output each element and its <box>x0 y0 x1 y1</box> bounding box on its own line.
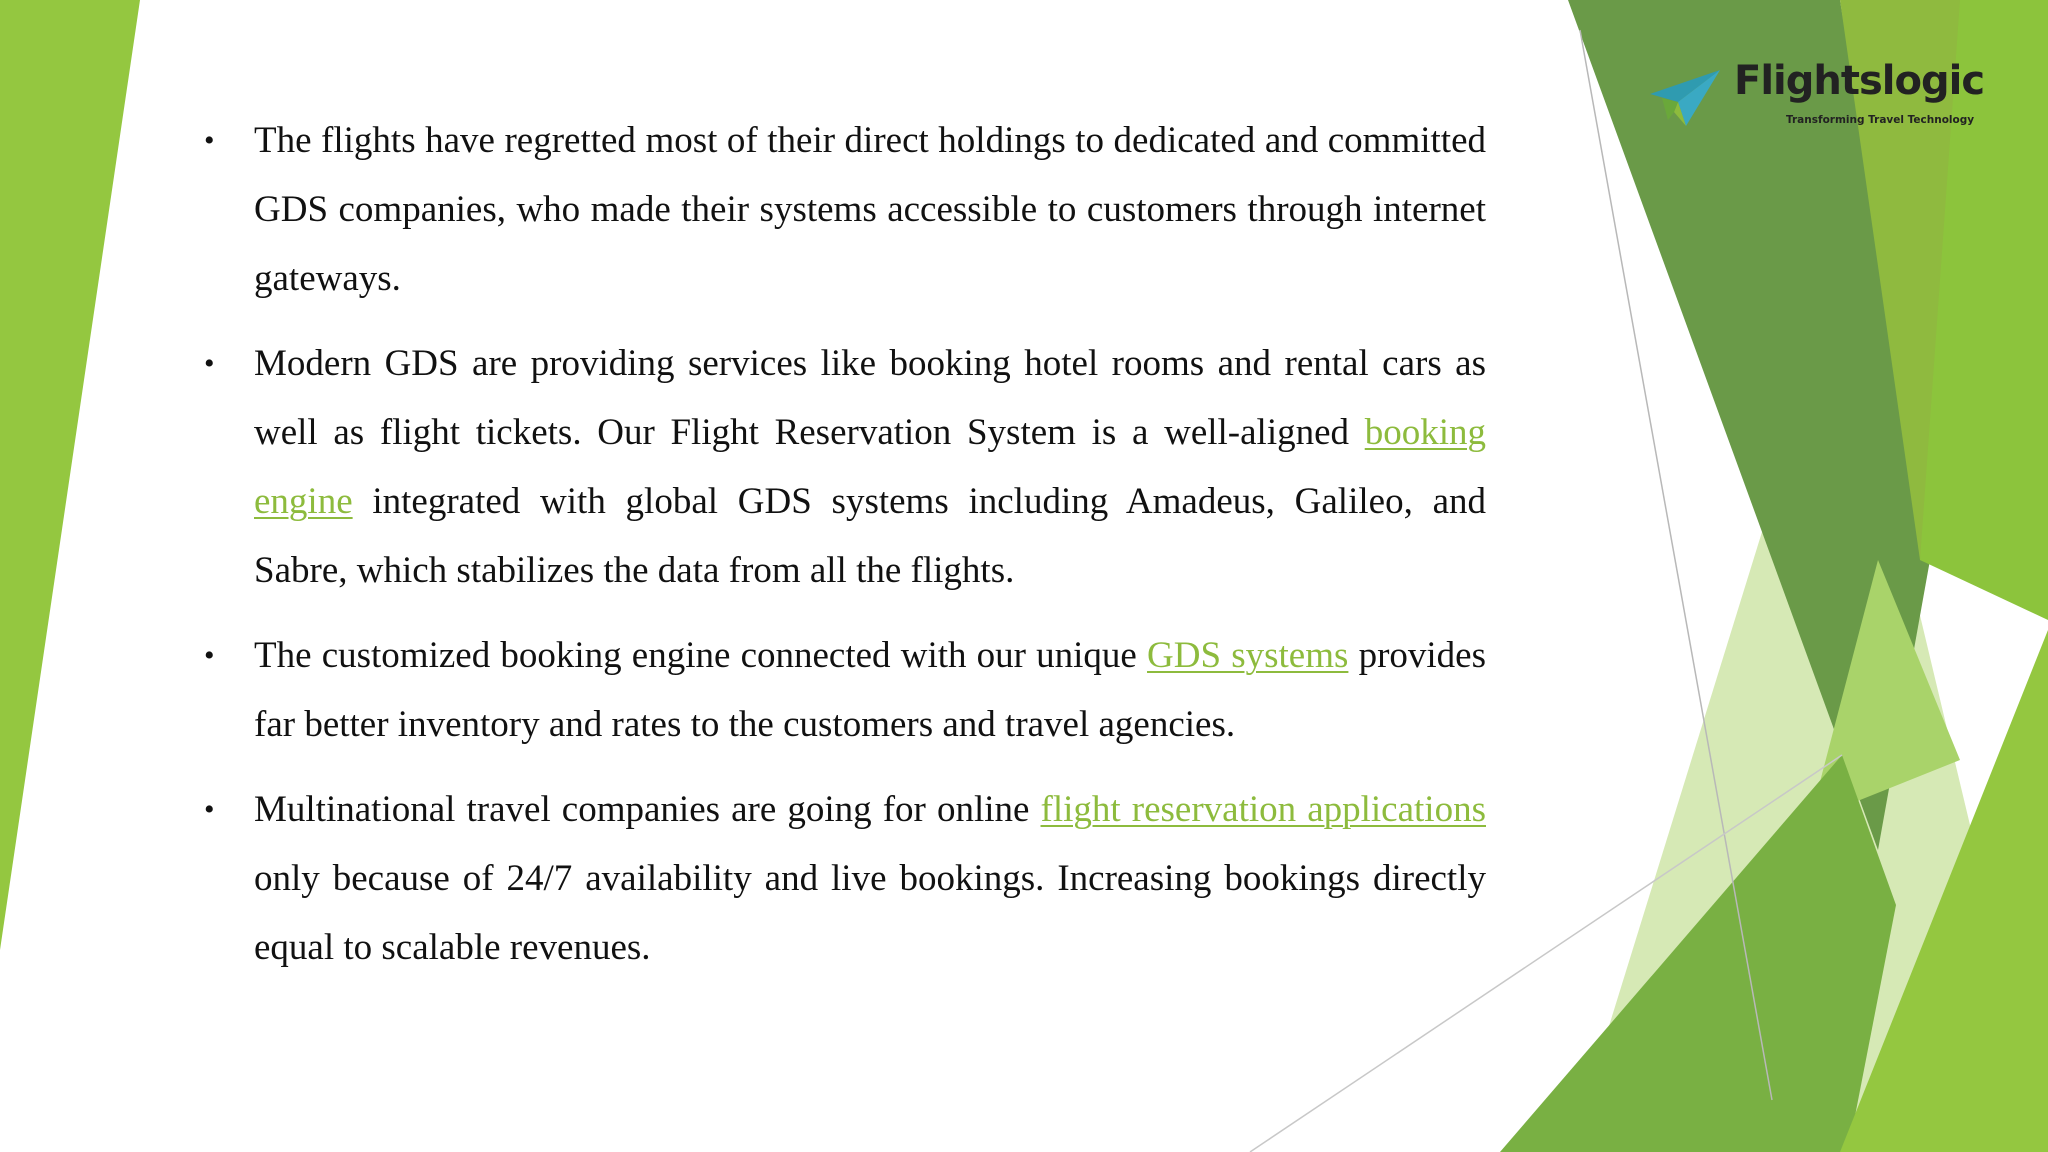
flight-reservation-applications-link[interactable]: flight reservation applications <box>1040 789 1486 830</box>
logo-name: Flightslogic <box>1734 58 1985 104</box>
slide-content <box>200 106 1486 998</box>
bullet-item <box>200 106 1486 313</box>
bullet-item <box>200 329 1486 605</box>
logo <box>1648 58 1985 132</box>
booking-engine-link[interactable]: booking engine <box>254 412 1486 522</box>
bullet-item <box>200 775 1486 982</box>
bullet-text: Multinational travel companies are going for online <box>254 789 1041 830</box>
bullet-item <box>200 621 1486 759</box>
bullet-text: Modern GDS are providing services like booking hotel rooms and rental cars as well as flight tickets. Our Flight Reservation System is a well-aligned <box>254 343 1486 453</box>
bullet-text: integrated with global GDS systems including Amadeus, Galileo, and Sabre, which stabilizes the data from all the flights. <box>254 481 1486 591</box>
bullet-text: The flights have regretted most of their direct holdings to dedicated and committed GDS companies, who made their systems accessible to customers through internet gateways. <box>254 120 1486 299</box>
bullet-text: The customized booking engine connected with our unique <box>254 635 1148 676</box>
logo-tagline: Transforming Travel Technology <box>1786 114 1975 126</box>
bullet-list <box>200 106 1486 982</box>
left-green-triangle <box>0 0 140 950</box>
bullet-text: only because of 24/7 availability and live bookings. Increasing bookings directly equal to scalable revenues. <box>254 858 1486 968</box>
paper-plane-icon <box>1648 68 1724 128</box>
gds-systems-link[interactable]: GDS systems <box>1147 635 1349 676</box>
bullet-text: provides far better inventory and rates to the customers and travel agencies. <box>254 635 1486 745</box>
